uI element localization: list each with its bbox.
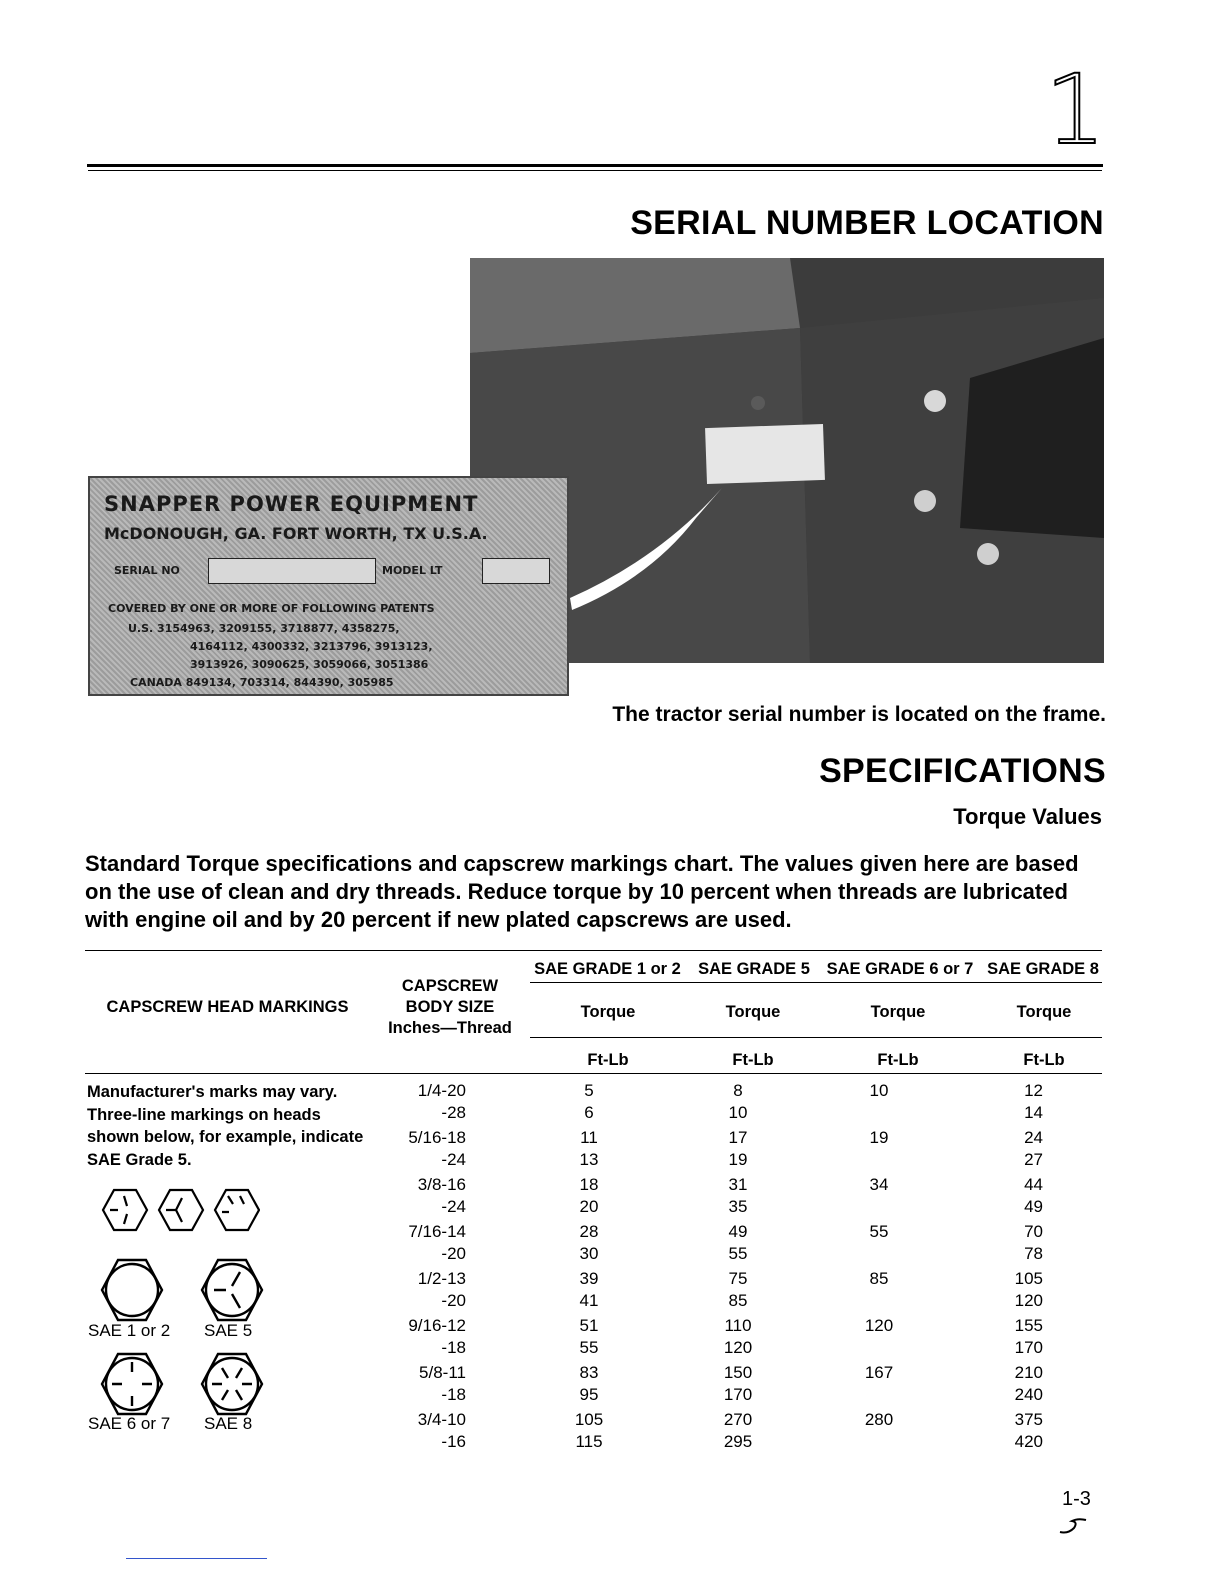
- cell-grade-8: 375: [1014, 1410, 1043, 1429]
- cell-grade-1-2: 115: [575, 1432, 603, 1451]
- table-header-rule: [85, 1073, 1102, 1074]
- example-grade5-markings: [100, 1184, 260, 1236]
- plate-model-label: MODEL LT: [382, 564, 443, 577]
- cell-size: -18: [441, 1385, 466, 1404]
- section-number: 1: [1044, 54, 1106, 166]
- grade-underline: [530, 982, 1102, 983]
- cell-size: -18: [441, 1338, 466, 1357]
- cell-grade-1-2: 95: [579, 1385, 599, 1404]
- cell-grade-8: 44: [1024, 1175, 1043, 1194]
- torque-label-g8: Torque: [1016, 1003, 1072, 1021]
- cell-grade-5: 120: [723, 1338, 753, 1357]
- cell-size: -16: [441, 1432, 466, 1451]
- grade-header-6-7: SAE GRADE 6 or 7: [826, 960, 974, 978]
- cell-size: -20: [441, 1291, 466, 1310]
- unit-label-g12: Ft-Lb: [587, 1051, 629, 1069]
- cell-size: 7/16-14: [408, 1222, 466, 1241]
- cell-grade-5: 150: [723, 1363, 753, 1382]
- cell-grade-1-2: 51: [579, 1316, 599, 1335]
- serial-caption: The tractor serial number is located on the frame.: [612, 703, 1106, 726]
- cell-grade-1-2: 30: [579, 1244, 599, 1263]
- col-body-line1: CAPSCREW: [401, 977, 499, 995]
- cell-grade-1-2: 28: [579, 1222, 599, 1241]
- cell-grade-6-7: 55: [869, 1222, 889, 1241]
- cell-size: 3/4-10: [417, 1410, 466, 1429]
- cell-grade-5: 10: [728, 1103, 748, 1122]
- grade-header-1-2: SAE GRADE 1 or 2: [534, 960, 681, 978]
- col-body-line2: BODY SIZE: [405, 998, 495, 1016]
- cell-grade-8: 14: [1024, 1103, 1043, 1122]
- cell-size: -24: [441, 1197, 466, 1216]
- cell-size: 1/4-20: [417, 1081, 466, 1100]
- plate-model-box: [482, 558, 550, 584]
- cell-grade-5: 35: [728, 1197, 748, 1216]
- example-hex-3-icon: [215, 1190, 259, 1230]
- plate-serial-box: [208, 558, 376, 584]
- footer-link-rule: [126, 1558, 267, 1559]
- cell-grade-1-2: 41: [579, 1291, 599, 1310]
- cell-grade-8: 155: [1014, 1316, 1043, 1335]
- cell-size: -24: [441, 1150, 466, 1169]
- plate-patents-us: U.S. 3154963, 3209155, 3718877, 4358275,: [128, 622, 400, 635]
- cell-grade-8: 240: [1014, 1385, 1043, 1404]
- label-sae-8: SAE 8: [204, 1414, 253, 1433]
- torque-label-g5: Torque: [725, 1003, 781, 1021]
- cell-grade-6-7: 167: [864, 1363, 894, 1382]
- sae-1-2-hex-icon: [102, 1260, 162, 1320]
- cell-grade-8: 120: [1014, 1291, 1043, 1310]
- cell-grade-6-7: 85: [869, 1269, 889, 1288]
- cell-size: -28: [441, 1103, 466, 1122]
- cell-grade-5: 55: [728, 1244, 748, 1263]
- cell-grade-1-2: 39: [579, 1269, 599, 1288]
- cell-grade-1-2: 83: [579, 1363, 599, 1382]
- cell-grade-1-2: 105: [574, 1410, 604, 1429]
- cell-grade-8: 78: [1024, 1244, 1043, 1263]
- torque-values-subheading: Torque Values: [953, 804, 1102, 829]
- grade-marking-icons-row2: [100, 1350, 270, 1420]
- markings-note: Manufacturer's marks may vary. Three-line markings on heads shown below, for example, indicate SAE Grade 5.: [87, 1083, 364, 1169]
- grade-header-5: SAE GRADE 5: [698, 960, 810, 978]
- plate-serial-label: SERIAL NO: [114, 564, 180, 577]
- table-top-rule: [85, 950, 1102, 951]
- cell-grade-1-2: 5: [584, 1081, 594, 1100]
- header-rule: [87, 164, 1103, 167]
- label-sae-1-2: SAE 1 or 2: [88, 1321, 171, 1340]
- cell-size: 9/16-12: [408, 1316, 466, 1335]
- col-body-line3: Inches—Thread: [388, 1019, 512, 1037]
- plate-patents-us3: 3913926, 3090625, 3059066, 3051386: [190, 658, 429, 671]
- torque-underline: [530, 1037, 1102, 1038]
- cell-size: 1/2-13: [417, 1269, 466, 1288]
- cell-grade-1-2: 55: [579, 1338, 599, 1357]
- cell-grade-8: 70: [1024, 1222, 1043, 1241]
- cell-size: -20: [441, 1244, 466, 1263]
- cell-grade-5: 170: [723, 1385, 753, 1404]
- cell-grade-5: 85: [728, 1291, 748, 1310]
- plate-patents-canada: CANADA 849134, 703314, 844390, 305985: [130, 676, 394, 689]
- page-number: 1-3: [1062, 1488, 1091, 1510]
- unit-label-g5: Ft-Lb: [732, 1051, 774, 1069]
- cell-grade-8: 27: [1024, 1150, 1043, 1169]
- cell-grade-1-2: 13: [579, 1150, 599, 1169]
- example-hex-2-icon: [159, 1190, 203, 1230]
- cell-grade-1-2: 20: [579, 1197, 599, 1216]
- torque-label-g67: Torque: [870, 1003, 926, 1021]
- cell-size: 5/16-18: [408, 1128, 466, 1147]
- unit-label-g67: Ft-Lb: [877, 1051, 919, 1069]
- plate-address: McDONOUGH, GA. FORT WORTH, TX U.S.A.: [104, 524, 488, 543]
- cell-grade-5: 8: [733, 1081, 743, 1100]
- serial-heading: SERIAL NUMBER LOCATION: [630, 204, 1104, 242]
- torque-label-g12: Torque: [580, 1003, 636, 1021]
- grade-marking-icons-row1: [100, 1256, 270, 1326]
- cell-grade-6-7: 280: [864, 1410, 894, 1429]
- cell-grade-5: 17: [728, 1128, 748, 1147]
- plate-patents-title: COVERED BY ONE OR MORE OF FOLLOWING PATENTS: [108, 602, 435, 615]
- cell-grade-5: 19: [728, 1150, 748, 1169]
- cell-grade-6-7: 34: [869, 1175, 889, 1194]
- cell-grade-1-2: 11: [580, 1128, 598, 1147]
- cell-grade-8: 24: [1024, 1128, 1043, 1147]
- plate-company: SNAPPER POWER EQUIPMENT: [104, 492, 479, 516]
- cell-grade-8: 49: [1024, 1197, 1043, 1216]
- cell-grade-5: 75: [728, 1269, 748, 1288]
- label-sae-6-7: SAE 6 or 7: [88, 1414, 171, 1433]
- serial-plate-closeup: [88, 476, 569, 696]
- cell-grade-8: 105: [1014, 1269, 1043, 1288]
- plate-patents-us2: 4164112, 4300332, 3213796, 3913123,: [190, 640, 433, 653]
- specifications-heading: SPECIFICATIONS: [819, 752, 1106, 790]
- cell-grade-8: 12: [1024, 1081, 1043, 1100]
- unit-label-g8: Ft-Lb: [1023, 1051, 1065, 1069]
- cell-grade-5: 270: [723, 1410, 753, 1429]
- printer-mark-icon: [1058, 1516, 1088, 1536]
- cell-grade-5: 110: [724, 1316, 752, 1335]
- label-sae-5: SAE 5: [204, 1321, 253, 1340]
- grade-header-8: SAE GRADE 8: [987, 960, 1099, 978]
- sae-8-hex-icon: [202, 1354, 262, 1414]
- cell-grade-8: 210: [1014, 1363, 1043, 1382]
- cell-size: 3/8-16: [417, 1175, 466, 1194]
- cell-grade-6-7: 19: [869, 1128, 889, 1147]
- cell-grade-5: 31: [728, 1175, 748, 1194]
- cell-grade-8: 420: [1014, 1432, 1043, 1451]
- cell-grade-1-2: 18: [579, 1175, 599, 1194]
- cell-grade-5: 295: [723, 1432, 753, 1451]
- col-head-markings: CAPSCREW HEAD MARKINGS: [106, 998, 349, 1016]
- cell-grade-5: 49: [728, 1222, 748, 1241]
- cell-grade-8: 170: [1014, 1338, 1043, 1357]
- cell-size: 5/8-11: [419, 1363, 466, 1382]
- specifications-intro: Standard Torque specifications and capscrew markings chart. The values given here are based on the use of clean and dry threads. Reduce torque by 10 percent when threads are lubricated with engine oil and by 20 percent if new plated capscrews are used.: [85, 851, 1079, 932]
- sae-5-hex-icon: [202, 1260, 262, 1320]
- serial-plate-on-frame: [705, 424, 825, 484]
- cell-grade-6-7: 120: [864, 1316, 894, 1335]
- cell-grade-6-7: 10: [869, 1081, 889, 1100]
- cell-grade-1-2: 6: [584, 1103, 594, 1122]
